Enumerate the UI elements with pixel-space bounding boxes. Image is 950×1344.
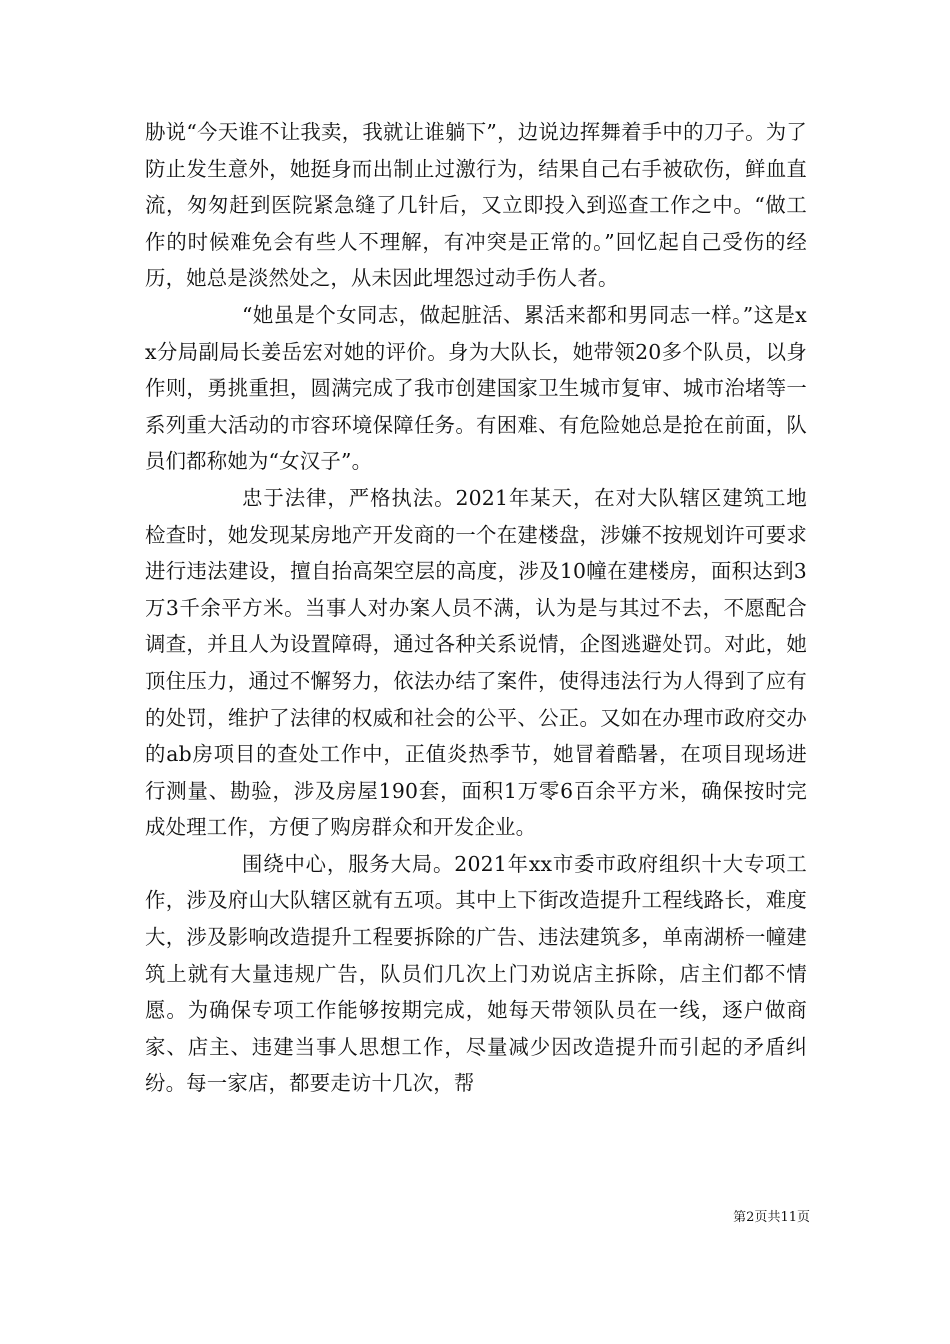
paragraph-2: “她虽是个女同志，做起脏活、累活来都和男同志一样。”这是xx分局副局长姜岳宏对她的评价。身为大队长，她带领20多个队员，以身作则，勇挑重担，圆满完成了我市创建国家卫生城市复审、城市治堵等一系列重大活动的市容环境保障任务。有困难、有危险她总是抢在前面，队员们都称她为“女汉子”。 xyxy=(145,302,807,474)
paragraph-1: 胁说“今天谁不让我卖，我就让谁躺下”，边说边挥舞着手中的刀子。为了防止发生意外，她挺身而出制止过激行为，结果自己右手被砍伤，鲜血直流，匆匆赶到医院紧急缝了几针后，又立即投入到巡查工作之中。“做工作的时候难免会有些人不理解，有冲突是正常的。”回忆起自己受伤的经历，她总是淡然处之，从未因此埋怨过动手伤人者。 xyxy=(145,120,807,291)
paragraph-4: 围绕中心，服务大局。2021年xx市委市政府组织十大专项工作，涉及府山大队辖区就有五项。其中上下街改造提升工程线路长，难度大，涉及影响改造提升工程要拆除的广告、违法建筑多，单南湖桥一幢建筑上就有大量违规广告，队员们几次上门劝说店主拆除，店主们都不情愿。为确保专项工作能够按期完成，她每天带领队员在一线，逐户做商家、店主、违建当事人思想工作，尽量减少因改造提升而引起的矛盾纠纷。每一家店，都要走访十几次，帮 xyxy=(145,851,807,1096)
document-body xyxy=(145,114,807,1102)
paragraph-3: 忠于法律，严格执法。2021年某天，在对大队辖区建筑工地检查时，她发现某房地产开发商的一个在建楼盘，涉嫌不按规划许可要求进行违法建设，擅自抬高架空层的高度，涉及10幢在建楼房，面积达到3万3千余平方米。当事人对办案人员不满，认为是与其过不去，不愿配合调查，并且人为设置障碍，通过各种关系说情，企图逃避处罚。对此，她顶住压力，通过不懈努力，依法办结了案件，使得违法行为人得到了应有的处罚，维护了法律的权威和社会的公平、公正。又如在办理市政府交办的ab房项目的查处工作中，正值炎热季节，她冒着酷暑，在项目现场进行测量、勘验，涉及房屋190套，面积1万零6百余平方米，确保按时完成处理工作，方便了购房群众和开发企业。 xyxy=(145,485,807,840)
page-footer: 第2页共11页 xyxy=(733,1210,810,1225)
